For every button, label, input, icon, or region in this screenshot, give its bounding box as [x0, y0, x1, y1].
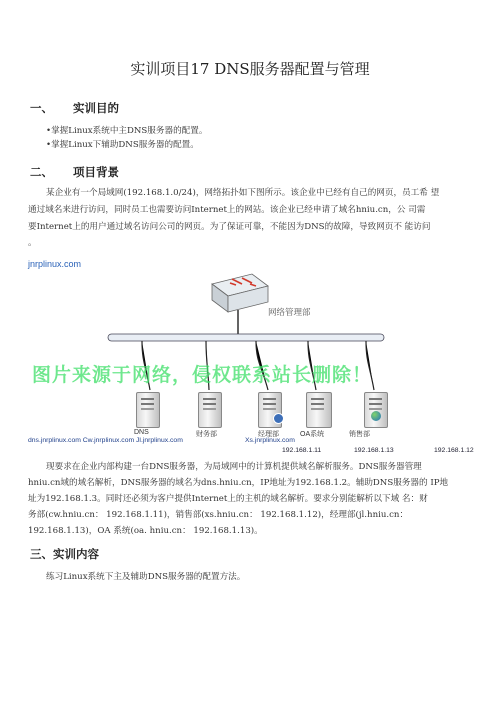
sales-label: 销售部: [349, 431, 370, 438]
background-line-1: 某企业有一个局域网(192.168.1.0/24)，网络拓扑如下图所示。该企业中已经有自己的网页，员工希 望: [46, 188, 440, 198]
requirement-line-4: 务部(cw.hniu.cn： 192.168.1.11)，销售部(xs.hniu.cn： 192.168.1.12)，经理部(jl.hniu.cn：: [28, 510, 409, 520]
background-line-3: 要Internet上的用户通过域名访问公司的网页。为了保证可靠，不能因为DNS的故障，导致网页不 能访问: [28, 222, 431, 232]
section2-heading: 项目背景: [73, 165, 119, 179]
manager-label: 经理部: [258, 431, 279, 438]
domains-line: dns.jnrplinux.com Cw.jnrplinux.com Jl.jnrplinux.com: [28, 437, 183, 444]
oa-server-icon: [306, 392, 332, 428]
switch-icon: [212, 274, 268, 312]
ip-label-2: 192.168.1.13: [354, 447, 394, 454]
network-bus: [108, 334, 384, 341]
diagram-source: jnrplinux.com: [28, 259, 82, 269]
user-icon: [273, 413, 284, 424]
section3-paragraph: 练习Linux系统下主及辅助DNS服务器的配置方法。: [46, 572, 246, 582]
network-label: 网络管理部: [268, 308, 311, 318]
requirement-line-1: 现要求在企业内部构建一台DNS服务器，为局域网中的计算机提供域名解析服务。DNS服务器管理: [46, 462, 422, 472]
section3-heading: 三、实训内容: [30, 547, 99, 561]
watermark-text: 图片来源于网络，侵权联系站长删除！: [32, 364, 373, 386]
manager-server-icon: [258, 392, 282, 428]
requirement-line-5: 192.168.1.13)，OA 系统(oa. hniu.cn： 192.168.1.13)。: [28, 526, 263, 536]
page-title: 实训项目17 DNS服务器配置与管理: [130, 60, 370, 78]
section1-heading: 实训目的: [73, 101, 119, 115]
finance-server-icon: [198, 392, 222, 428]
finance-label: 财务部: [196, 431, 217, 438]
oa-label: OA系统: [300, 431, 325, 438]
background-line-2: 通过域名来进行访问，同时员工也需要访问Internet上的网站。该企业已经申请了域名hniu.cn，公 司需: [28, 205, 426, 215]
section1-bullet-1: •掌握Linux系统中主DNS服务器的配置。: [46, 126, 208, 136]
sales-server-icon: [364, 392, 388, 428]
globe-icon: [371, 411, 381, 421]
dns-server-icon: [136, 392, 160, 428]
requirement-line-3: 址为192.168.1.3。同时还必须为客户提供Internet上的主机的域名解析。要求分别能解析以下域 名：财: [28, 494, 428, 504]
section2-number: 二、: [30, 165, 53, 179]
background-line-4: 。: [28, 238, 37, 248]
dns-label: DNS: [134, 429, 149, 436]
sales-domain: Xs.jnrplinux.com: [245, 437, 295, 444]
ip-label-3: 192.168.1.12: [434, 447, 474, 454]
section1-bullet-2: •掌握Linux下辅助DNS服务器的配置。: [46, 140, 199, 150]
ip-label-1: 192.168.1.11: [282, 447, 322, 454]
section1-number: 一、: [30, 101, 53, 115]
requirement-line-2: hniu.cn域的域名解析，DNS服务器的域名为dns.hniu.cn，IP地址为192.168.1.2。辅助DNS服务器的 IP地: [28, 478, 449, 488]
